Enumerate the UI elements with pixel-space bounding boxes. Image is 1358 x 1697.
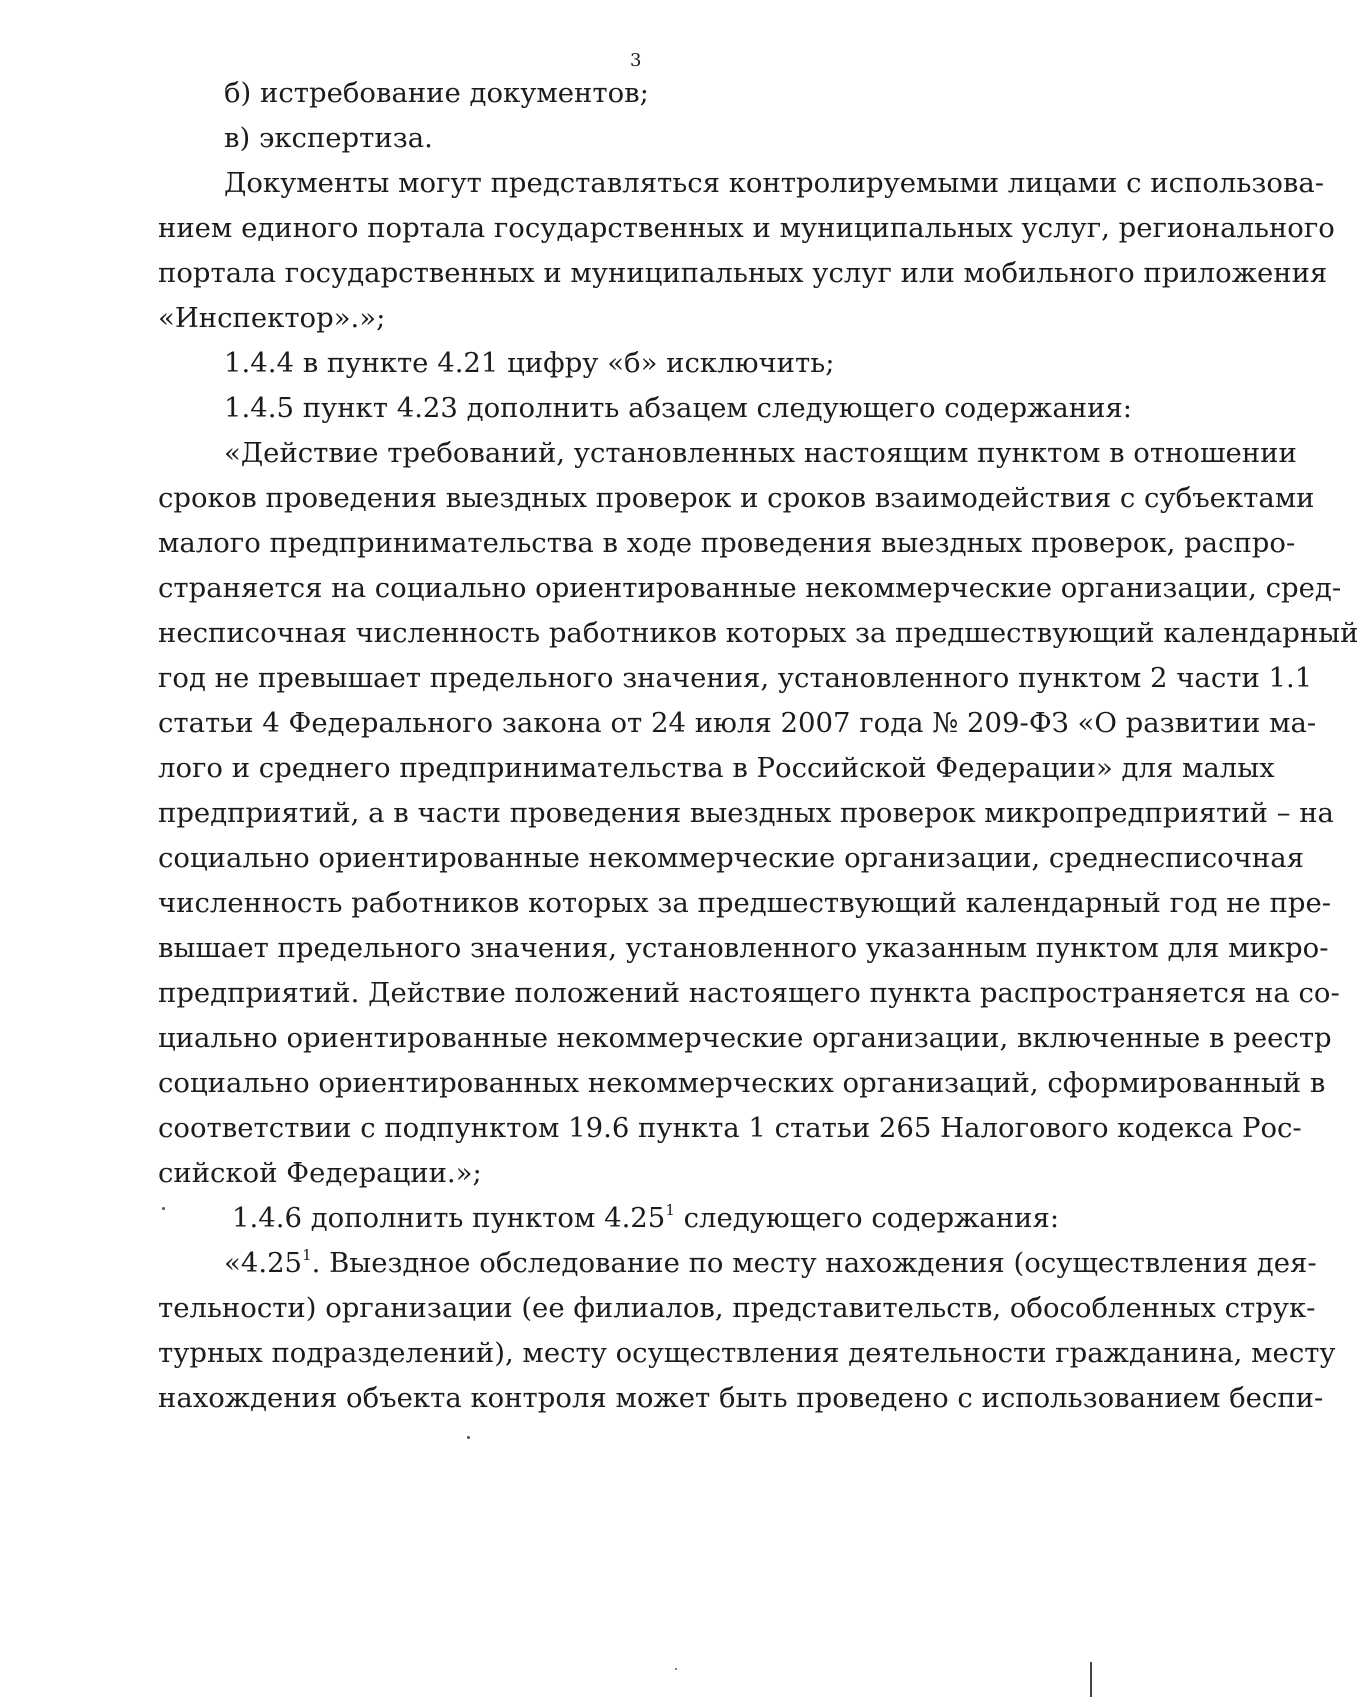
text-line: портала государственных и муниципальных услуг или мобильного приложения [158, 257, 1328, 289]
item-425-text: «4.25 [224, 1247, 303, 1279]
text-line: «Инспектор».»; [158, 302, 386, 334]
text-line-item-1-4-5: 1.4.5 пункт 4.23 дополнить абзацем следующего содержания: [224, 392, 1133, 424]
text-line: несписочная численность работников которых за предшествующий календарный [158, 617, 1358, 649]
scan-speck [467, 1436, 470, 1439]
text-line: нием единого портала государственных и муниципальных услуг, регионального [158, 212, 1335, 244]
text-line: социально ориентированные некоммерческие организации, среднесписочная [158, 842, 1304, 874]
text-line: вышает предельного значения, установленного указанным пунктом для микро- [158, 932, 1329, 964]
superscript: 1 [665, 1201, 675, 1219]
text-line-item-1-4-6 [232, 1202, 1151, 1234]
scan-speck [675, 1668, 677, 1670]
scan-edge-mark [1090, 1662, 1092, 1697]
item-146-text-end: следующего содержания: [674, 1202, 1060, 1234]
text-line: статьи 4 Федерального закона от 24 июля 2007 года № 209-ФЗ «О развитии ма- [158, 707, 1317, 739]
text-line: нахождения объекта контроля может быть проведено с использованием беспи- [158, 1382, 1324, 1414]
superscript: 1 [302, 1246, 312, 1264]
text-line-item-b: б) истребование документов; [224, 77, 649, 109]
item-425-text-end: . Выездное обследование по месту нахождения (осуществления дея- [311, 1247, 1317, 1279]
page-number: 3 [630, 50, 642, 71]
text-line-item-4-25-1 [224, 1246, 1317, 1279]
text-line: тельности) организации (ее филиалов, представительств, обособленных струк- [158, 1292, 1316, 1324]
text-line: предприятий. Действие положений настоящего пункта распространяется на со- [158, 977, 1340, 1009]
text-line: малого предпринимательства в ходе проведения выездных проверок, распро- [158, 527, 1296, 559]
text-line: лого и среднего предпринимательства в Российской Федерации» для малых [158, 752, 1275, 784]
text-line: турных подразделений), месту осуществления деятельности гражданина, месту [158, 1337, 1336, 1369]
text-line: «Действие требований, установленных настоящим пунктом в отношении [224, 437, 1297, 469]
text-line: соответствии с подпунктом 19.6 пункта 1 статьи 265 Налогового кодекса Рос- [158, 1112, 1302, 1144]
text-line: социально ориентированных некоммерческих организаций, сформированный в [158, 1067, 1326, 1099]
text-line: страняется на социально ориентированные некоммерческие организации, сред- [158, 572, 1342, 604]
text-line: сийской Федерации.»; [158, 1157, 482, 1189]
item-146-text: 1.4.6 дополнить пунктом 4.25 [232, 1202, 666, 1234]
text-line: циально ориентированные некоммерческие организации, включенные в реестр [158, 1022, 1332, 1054]
text-line: год не превышает предельного значения, установленного пунктом 2 части 1.1 [158, 662, 1313, 694]
text-line: сроков проведения выездных проверок и сроков взаимодействия с субъектами [158, 482, 1315, 514]
text-line-item-1-4-4: 1.4.4 в пункте 4.21 цифру «б» исключить; [224, 347, 835, 379]
text-line-item-v: в) экспертиза. [224, 122, 433, 154]
text-line: Документы могут представляться контролируемыми лицами с использова- [224, 167, 1325, 199]
text-line: численность работников которых за предшествующий календарный год не пре- [158, 887, 1332, 919]
text-line: предприятий, а в части проведения выездных проверок микропредприятий – на [158, 797, 1334, 829]
scan-speck [162, 1207, 165, 1210]
